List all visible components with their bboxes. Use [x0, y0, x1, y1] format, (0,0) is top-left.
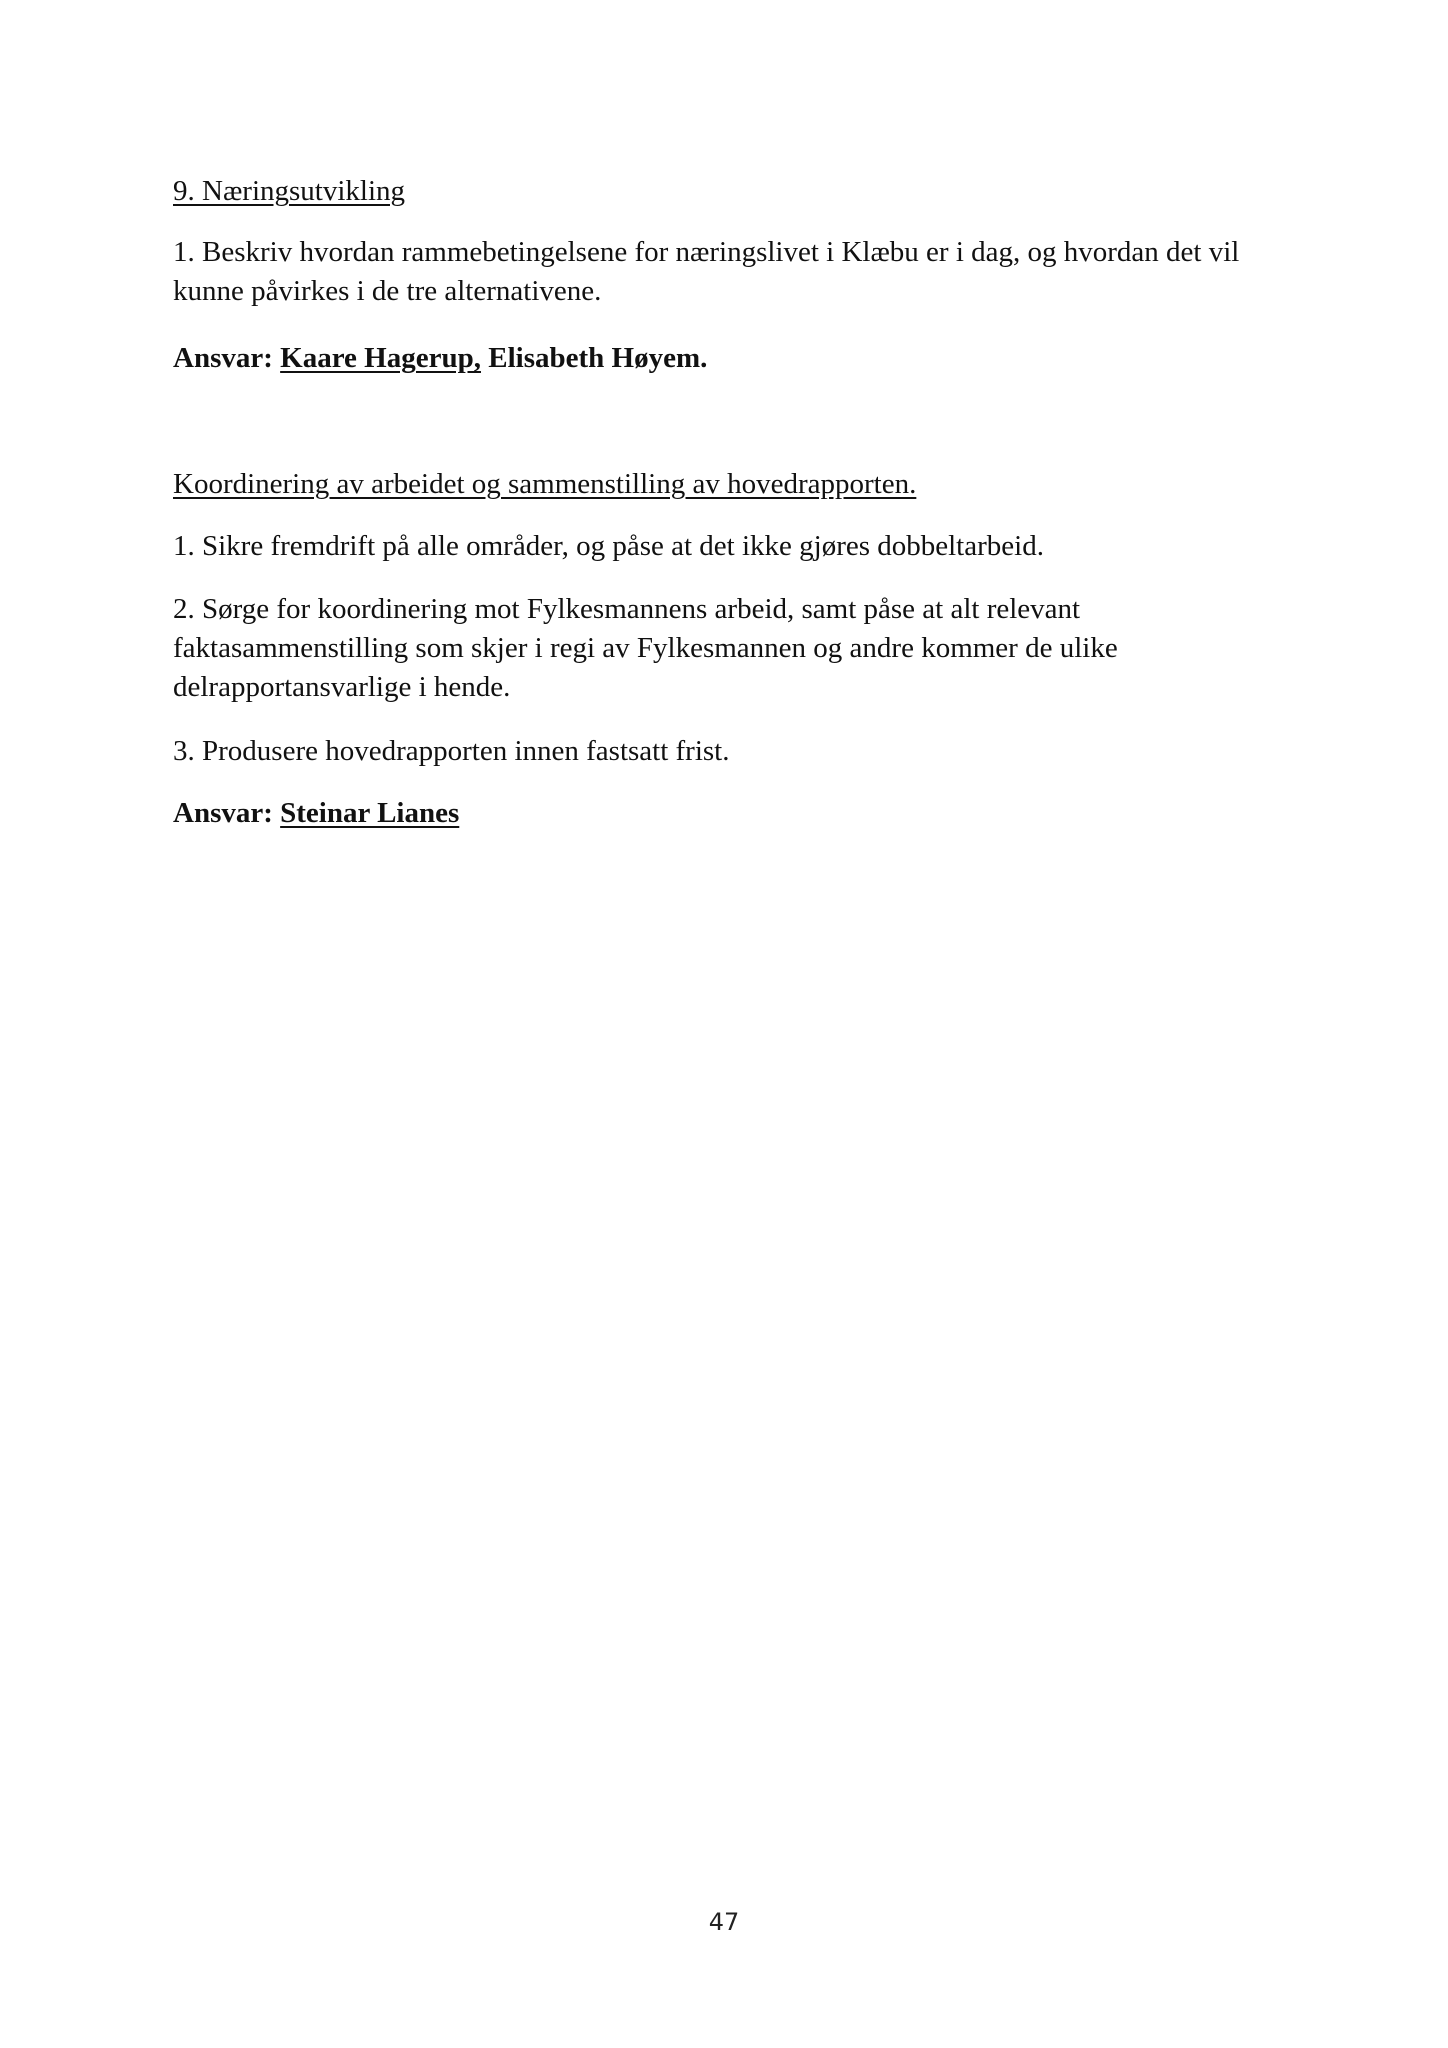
responsible-secondary-name: Elisabeth Høyem. [488, 342, 708, 374]
responsible-primary-name: Steinar Lianes [280, 797, 460, 829]
section-heading-naeringsutvikling: 9. Næringsutvikling [173, 175, 406, 207]
coordination-item-2 [173, 590, 1303, 707]
coordination-item-2-line-3: delrapportansvarlige i hende. [173, 671, 511, 703]
page-number: 47 [708, 1908, 740, 1936]
section9-item-1 [173, 233, 1303, 311]
coordination-item-1: 1. Sikre fremdrift på alle områder, og påse at det ikke gjøres dobbeltarbeid. [173, 530, 1044, 562]
section9-item-1-line-2: kunne påvirkes i de tre alternativene. [173, 275, 602, 307]
responsible-primary-name: Kaare Hagerup, [280, 342, 481, 374]
section9-item-1-line-1: 1. Beskriv hvordan rammebetingelsene for næringslivet i Klæbu er i dag, og hvordan det vil [173, 236, 1240, 268]
coordination-responsible [173, 794, 1303, 833]
section9-responsible [173, 339, 1303, 378]
coordination-item-2-line-1: 2. Sørge for koordinering mot Fylkesmannens arbeid, samt påse at alt relevant [173, 593, 1081, 625]
responsible-label: Ansvar: [173, 797, 273, 829]
coordination-item-3: 3. Produsere hovedrapporten innen fastsatt frist. [173, 735, 730, 767]
coordination-item-2-line-2: faktasammenstilling som skjer i regi av Fylkesmannen og andre kommer de ulike [173, 632, 1118, 664]
responsible-label: Ansvar: [173, 342, 273, 374]
section-heading-koordinering: Koordinering av arbeidet og sammenstilling av hovedrapporten. [173, 468, 917, 500]
